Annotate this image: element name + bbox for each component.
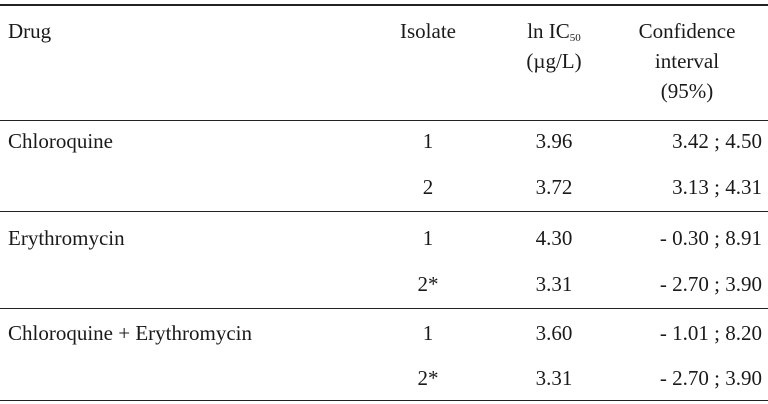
ci-cell: - 2.70 ; 3.90 bbox=[659, 366, 762, 390]
isolate-cell: 1 bbox=[422, 321, 434, 345]
header-ln-ic50 bbox=[507, 16, 601, 76]
header-ln-ic50-unit: (µg/L) bbox=[526, 49, 582, 73]
isolate-cell: 2* bbox=[417, 366, 439, 390]
isolate-cell: 2* bbox=[417, 272, 439, 296]
header-confidence-interval bbox=[612, 16, 762, 106]
header-ln-ic50-subscript: 50 bbox=[569, 32, 581, 44]
header-isolate: Isolate bbox=[400, 19, 456, 43]
header-ci-line2: interval bbox=[654, 49, 720, 73]
header-rule bbox=[0, 120, 768, 121]
ci-cell: - 0.30 ; 8.91 bbox=[659, 226, 762, 250]
table-bottom-rule bbox=[0, 400, 768, 401]
header-ln-ic50-label: ln IC bbox=[527, 19, 570, 43]
ci-cell: 3.42 ; 4.50 bbox=[672, 129, 762, 153]
ci-cell: 3.13 ; 4.31 bbox=[672, 175, 762, 199]
isolate-cell: 2 bbox=[422, 175, 434, 199]
ln-ic50-cell: 4.30 bbox=[535, 226, 573, 250]
ci-cell: - 2.70 ; 3.90 bbox=[659, 272, 762, 296]
header-ci-line1: Confidence bbox=[638, 19, 736, 43]
drug-cell: Chloroquine bbox=[8, 129, 113, 153]
ln-ic50-cell: 3.72 bbox=[535, 175, 573, 199]
header-ci-line3: (95%) bbox=[660, 79, 714, 103]
group-rule bbox=[0, 211, 768, 212]
isolate-cell: 1 bbox=[422, 129, 434, 153]
ln-ic50-cell: 3.60 bbox=[535, 321, 573, 345]
ci-cell: - 1.01 ; 8.20 bbox=[659, 321, 762, 345]
table-top-rule bbox=[0, 4, 768, 6]
drug-cell: Chloroquine + Erythromycin bbox=[8, 321, 252, 345]
ln-ic50-cell: 3.31 bbox=[535, 366, 573, 390]
header-drug: Drug bbox=[8, 19, 52, 43]
isolate-cell: 1 bbox=[422, 226, 434, 250]
ln-ic50-cell: 3.31 bbox=[535, 272, 573, 296]
ln-ic50-cell: 3.96 bbox=[535, 129, 573, 153]
group-rule bbox=[0, 308, 768, 309]
drug-cell: Erythromycin bbox=[8, 226, 125, 250]
